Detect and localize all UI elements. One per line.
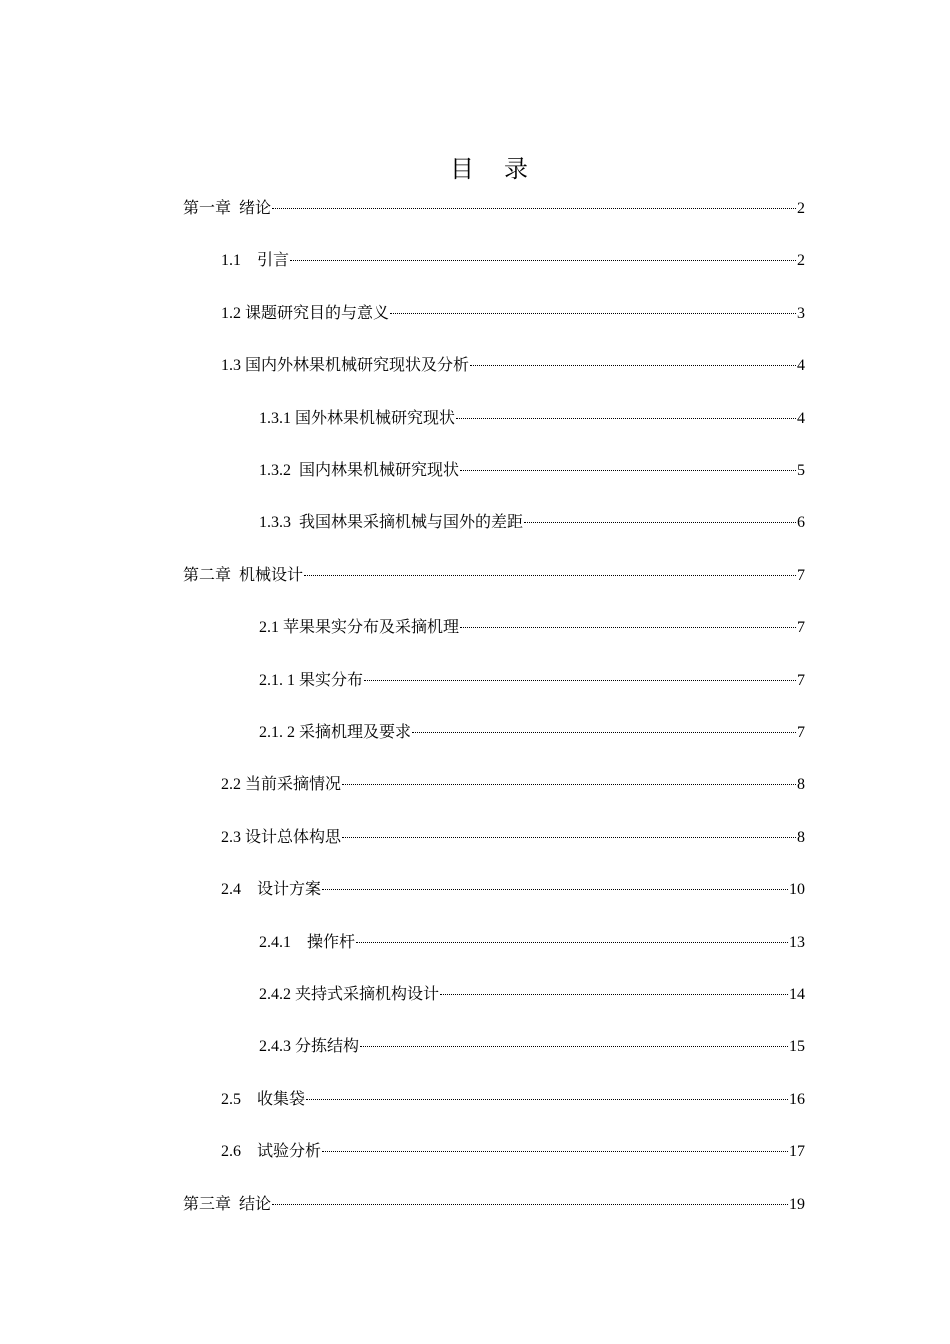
toc-entry-page-number: 15 xyxy=(789,1038,805,1056)
toc-entry[interactable] xyxy=(0,509,805,537)
toc-entry-label: 2.1. 1 果实分布 xyxy=(259,671,364,689)
toc-dot-leader xyxy=(272,208,796,209)
toc-entry-page-number: 7 xyxy=(797,671,805,689)
toc-entry-label: 2.1 苹果果实分布及采摘机理 xyxy=(259,619,460,637)
toc-entry-label: 2.4.1 操作杆 xyxy=(259,933,356,951)
toc-entry-page-number: 8 xyxy=(797,776,805,794)
toc-entry[interactable] xyxy=(0,405,805,433)
toc-dot-leader xyxy=(460,627,796,628)
toc-entry-label: 2.4.3 分拣结构 xyxy=(259,1038,360,1056)
toc-entry-label: 第一章 绪论 xyxy=(183,200,272,217)
toc-entry-label: 1.3.2 国内林果机械研究现状 xyxy=(259,462,460,479)
toc-entry-page-number: 2 xyxy=(797,252,805,270)
toc-entry-page-number: 19 xyxy=(789,1195,805,1213)
toc-entry[interactable] xyxy=(0,981,805,1009)
toc-entry-page-number: 5 xyxy=(797,462,805,479)
toc-dot-leader xyxy=(290,260,796,261)
toc-entry[interactable] xyxy=(0,1033,805,1061)
toc-entry[interactable] xyxy=(0,457,805,485)
toc-entry-label: 1.3.1 国外林果机械研究现状 xyxy=(259,409,456,427)
toc-entry[interactable] xyxy=(0,300,805,328)
toc-dot-leader xyxy=(304,575,796,576)
toc-entry-label: 1.1 引言 xyxy=(221,252,290,270)
toc-entry-page-number: 10 xyxy=(789,881,805,899)
toc-entry-label: 1.2 课题研究目的与意义 xyxy=(221,304,390,322)
toc-dot-leader xyxy=(360,1046,788,1047)
toc-dot-leader xyxy=(460,470,796,471)
toc-entry-label: 2.2 当前采摘情况 xyxy=(221,776,342,794)
toc-entry[interactable] xyxy=(0,771,805,799)
toc-entry-label: 2.5 收集袋 xyxy=(221,1090,306,1108)
toc-entry-label: 2.1. 2 采摘机理及要求 xyxy=(259,724,412,741)
toc-entry[interactable] xyxy=(0,824,805,852)
toc-dot-leader xyxy=(322,1151,788,1152)
toc-entry-label: 1.3.3 我国林果采摘机械与国外的差距 xyxy=(259,514,524,532)
toc-entry-page-number: 4 xyxy=(797,357,805,375)
toc-dot-leader xyxy=(306,1099,788,1100)
toc-entry-page-number: 7 xyxy=(797,619,805,637)
toc-dot-leader xyxy=(412,732,796,733)
toc-entry[interactable] xyxy=(0,929,805,957)
toc-entry-label: 2.4 设计方案 xyxy=(221,881,322,899)
toc-entry[interactable] xyxy=(0,352,805,380)
toc-entry-label: 第二章 机械设计 xyxy=(183,566,304,584)
toc-entry-label: 2.3 设计总体构思 xyxy=(221,828,342,846)
toc-entry[interactable] xyxy=(0,719,805,747)
toc-dot-leader xyxy=(524,522,796,523)
toc-dot-leader xyxy=(470,365,796,366)
toc-entry-page-number: 16 xyxy=(789,1090,805,1108)
toc-entry-page-number: 17 xyxy=(789,1143,805,1161)
toc-entry-page-number: 2 xyxy=(797,200,805,217)
toc-dot-leader xyxy=(456,418,796,419)
toc-dot-leader xyxy=(322,889,788,890)
toc-entry[interactable] xyxy=(0,1191,805,1219)
toc-entry-page-number: 6 xyxy=(797,514,805,532)
toc-entry[interactable] xyxy=(0,247,805,275)
toc-entry-page-number: 13 xyxy=(789,933,805,951)
toc-entry-label: 2.4.2 夹持式采摘机构设计 xyxy=(259,986,440,1003)
toc-dot-leader xyxy=(342,784,796,785)
toc-dot-leader xyxy=(342,837,796,838)
toc-entry-page-number: 4 xyxy=(797,409,805,427)
toc-entry[interactable] xyxy=(0,195,805,223)
toc-dot-leader xyxy=(356,942,788,943)
toc-entry-label: 2.6 试验分析 xyxy=(221,1143,322,1161)
toc-entry-page-number: 3 xyxy=(797,304,805,322)
toc-entry[interactable] xyxy=(0,1138,805,1166)
toc-dot-leader xyxy=(272,1204,788,1205)
toc-entry[interactable] xyxy=(0,562,805,590)
toc-entry[interactable] xyxy=(0,614,805,642)
toc-entry-page-number: 7 xyxy=(797,566,805,584)
toc-entry-label: 1.3 国内外林果机械研究现状及分析 xyxy=(221,357,470,375)
toc-entry-label: 第三章 结论 xyxy=(183,1195,272,1213)
toc-entry-page-number: 14 xyxy=(789,986,805,1003)
toc-entry[interactable] xyxy=(0,1086,805,1114)
toc-dot-leader xyxy=(440,994,788,995)
toc-dot-leader xyxy=(390,313,796,314)
toc-dot-leader xyxy=(364,680,796,681)
toc-entry-page-number: 8 xyxy=(797,828,805,846)
toc-entry-page-number: 7 xyxy=(797,724,805,741)
toc-entry[interactable] xyxy=(0,876,805,904)
toc-title: 目 录 xyxy=(450,157,540,183)
toc-entry[interactable] xyxy=(0,667,805,695)
